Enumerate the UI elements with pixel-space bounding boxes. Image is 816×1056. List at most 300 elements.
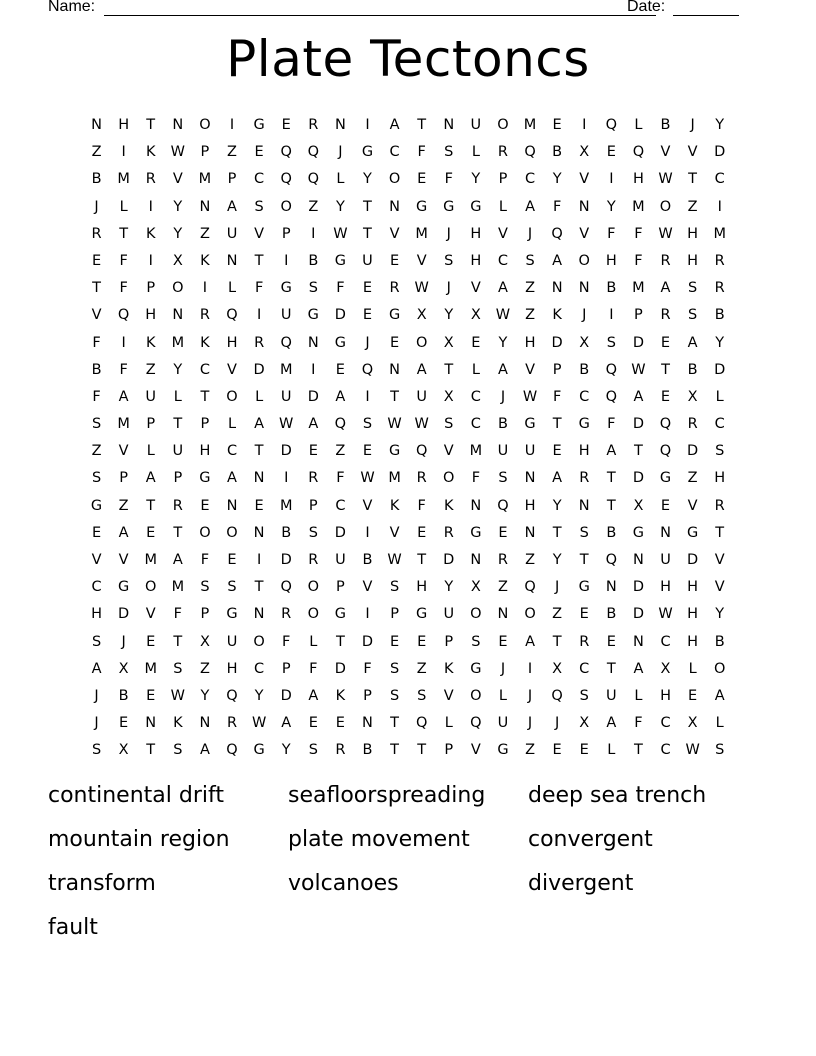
grid-cell[interactable]: E [308,443,318,460]
grid-cell[interactable]: T [92,280,101,297]
grid-cell[interactable]: Y [363,171,372,188]
grid-cell[interactable]: W [414,280,429,297]
grid-cell[interactable]: M [144,552,157,568]
grid-cell[interactable]: Q [632,144,645,161]
grid-cell[interactable]: O [497,117,509,133]
grid-cell[interactable]: N [199,715,211,732]
grid-cell[interactable]: B [362,552,373,568]
grid-cell[interactable]: F [282,633,291,650]
grid-cell[interactable]: W [685,742,700,759]
grid-cell[interactable]: Q [280,334,292,351]
grid-cell[interactable]: E [660,334,671,351]
grid-cell[interactable]: R [254,334,265,351]
grid-cell[interactable]: Y [173,198,183,215]
grid-cell[interactable]: T [633,742,643,759]
grid-cell[interactable]: T [173,416,183,433]
grid-cell[interactable]: G [361,144,374,161]
grid-cell[interactable]: P [444,633,454,650]
grid-cell[interactable]: A [389,117,400,133]
grid-cell[interactable]: V [470,280,481,297]
grid-cell[interactable]: T [633,443,643,460]
grid-cell[interactable]: U [524,443,536,460]
grid-cell[interactable]: X [416,307,427,324]
grid-cell[interactable]: L [173,388,182,405]
grid-cell[interactable]: A [281,715,292,732]
grid-cell[interactable]: L [607,742,616,759]
grid-cell[interactable]: R [497,552,508,568]
grid-cell[interactable]: P [552,361,562,378]
grid-cell[interactable]: I [148,198,153,215]
grid-cell[interactable]: O [226,524,238,541]
grid-cell[interactable]: X [470,579,481,596]
grid-cell[interactable]: P [146,280,156,297]
grid-cell[interactable]: E [362,280,373,297]
grid-cell[interactable]: B [579,361,590,378]
grid-cell[interactable]: F [607,225,616,242]
grid-cell[interactable]: D [714,144,726,161]
grid-cell[interactable]: S [389,687,400,704]
grid-cell[interactable]: E [254,144,264,161]
grid-cell[interactable]: A [660,280,671,297]
grid-cell[interactable]: O [307,606,319,623]
grid-cell[interactable]: V [687,497,698,514]
grid-cell[interactable]: X [118,742,129,759]
grid-cell[interactable]: V [389,225,400,242]
grid-cell[interactable]: I [148,252,153,269]
grid-cell[interactable]: O [253,633,265,650]
grid-cell[interactable]: A [308,687,319,704]
grid-cell[interactable]: S [91,633,102,650]
grid-cell[interactable]: F [634,715,643,732]
grid-cell[interactable]: S [688,307,698,324]
grid-cell[interactable]: S [444,144,454,161]
grid-cell[interactable]: O [280,198,292,215]
grid-cell[interactable]: E [552,742,562,759]
grid-cell[interactable]: V [145,606,156,623]
grid-cell[interactable]: N [632,552,644,568]
grid-cell[interactable]: M [713,225,726,242]
grid-cell[interactable]: E [660,388,671,405]
grid-cell[interactable]: H [660,687,671,704]
grid-cell[interactable]: R [281,606,292,623]
grid-cell[interactable]: F [336,470,345,487]
grid-cell[interactable]: H [524,497,536,514]
grid-cell[interactable]: M [279,497,293,514]
grid-cell[interactable]: Z [687,470,698,487]
grid-cell[interactable]: W [170,144,185,161]
grid-cell[interactable]: H [632,171,644,188]
grid-cell[interactable]: W [251,715,267,732]
grid-cell[interactable]: H [226,660,238,677]
grid-cell[interactable]: X [118,660,129,677]
grid-cell[interactable]: J [555,715,560,732]
grid-cell[interactable]: E [362,443,373,460]
grid-cell[interactable]: L [634,117,643,133]
grid-cell[interactable]: P [336,579,345,596]
grid-cell[interactable]: G [524,416,536,433]
grid-cell[interactable]: U [362,252,373,269]
grid-cell[interactable]: Q [659,443,672,460]
grid-cell[interactable]: P [308,497,318,514]
grid-cell[interactable]: P [227,171,237,188]
grid-cell[interactable]: W [658,171,673,188]
grid-cell[interactable]: C [389,144,400,161]
grid-cell[interactable]: V [443,443,454,460]
grid-cell[interactable]: L [146,443,155,460]
grid-cell[interactable]: Z [308,198,319,215]
grid-cell[interactable]: N [253,470,265,487]
grid-cell[interactable]: V [579,171,590,188]
grid-cell[interactable]: Q [334,416,347,433]
grid-cell[interactable]: S [227,579,237,596]
grid-cell[interactable]: L [634,687,643,704]
grid-cell[interactable]: S [389,660,400,677]
grid-cell[interactable]: S [254,198,264,215]
grid-cell[interactable]: I [256,552,262,568]
grid-cell[interactable]: Q [415,715,428,732]
grid-cell[interactable]: V [497,225,508,242]
grid-cell[interactable]: Z [145,361,156,378]
grid-cell[interactable]: F [119,361,128,378]
grid-cell[interactable]: M [469,443,483,460]
grid-cell[interactable]: T [606,660,616,677]
grid-cell[interactable]: Q [361,361,374,378]
grid-cell[interactable]: D [307,388,319,405]
grid-cell[interactable]: B [606,606,617,623]
grid-cell[interactable]: O [524,606,536,623]
grid-cell[interactable]: L [715,715,724,732]
grid-cell[interactable]: B [308,252,319,269]
grid-cell[interactable]: P [146,416,156,433]
grid-cell[interactable]: P [173,470,183,487]
grid-cell[interactable]: N [578,497,590,514]
grid-cell[interactable]: I [256,307,262,324]
grid-cell[interactable]: U [226,633,238,650]
grid-cell[interactable]: C [579,660,590,677]
grid-cell[interactable]: E [579,606,589,623]
grid-cell[interactable]: Z [525,280,536,297]
grid-cell[interactable]: O [659,198,672,215]
grid-cell[interactable]: V [714,552,725,568]
grid-cell[interactable]: I [717,198,722,215]
grid-cell[interactable]: F [119,280,128,297]
grid-cell[interactable]: R [416,470,427,487]
grid-cell[interactable]: C [714,171,725,188]
grid-cell[interactable]: S [715,742,725,759]
grid-cell[interactable]: Y [606,198,616,215]
grid-cell[interactable]: H [714,470,726,487]
grid-cell[interactable]: K [200,252,210,269]
grid-cell[interactable]: J [500,660,506,677]
grid-cell[interactable]: B [687,361,698,378]
grid-cell[interactable]: E [146,633,156,650]
grid-cell[interactable]: L [688,660,697,677]
grid-cell[interactable]: N [497,606,509,623]
grid-cell[interactable]: E [91,524,102,541]
grid-cell[interactable]: I [311,361,316,378]
grid-cell[interactable]: Q [307,171,319,188]
grid-cell[interactable]: X [579,715,590,732]
grid-cell[interactable]: T [444,361,454,378]
grid-cell[interactable]: H [687,252,699,269]
grid-cell[interactable]: O [145,579,157,596]
grid-cell[interactable]: J [446,225,451,242]
grid-cell[interactable]: R [226,715,238,732]
grid-cell[interactable]: E [688,687,698,704]
grid-cell[interactable]: R [199,307,210,324]
grid-cell[interactable]: D [632,416,644,433]
grid-cell[interactable]: M [144,660,157,677]
grid-cell[interactable]: Q [605,361,618,378]
grid-cell[interactable]: V [118,552,129,568]
grid-cell[interactable]: T [606,497,616,514]
grid-cell[interactable]: W [658,606,673,623]
grid-cell[interactable]: Q [524,579,536,596]
grid-cell[interactable]: J [527,225,533,242]
grid-cell[interactable]: L [471,144,480,161]
grid-cell[interactable]: L [498,687,507,704]
grid-cell[interactable]: V [416,252,427,269]
grid-cell[interactable]: Y [173,361,183,378]
grid-cell[interactable]: N [578,198,590,215]
grid-cell[interactable]: V [660,144,671,161]
grid-cell[interactable]: Q [280,171,292,188]
grid-cell[interactable]: U [226,225,238,242]
grid-cell[interactable]: O [713,660,726,677]
grid-cell[interactable]: F [119,252,128,269]
grid-cell[interactable]: N [551,280,563,297]
grid-cell[interactable]: S [362,416,373,433]
grid-cell[interactable]: Y [552,171,562,188]
grid-cell[interactable]: L [444,715,453,732]
grid-cell[interactable]: W [279,416,294,433]
grid-cell[interactable]: E [417,524,427,541]
grid-cell[interactable]: F [552,388,562,405]
grid-cell[interactable]: F [363,660,372,677]
grid-cell[interactable]: R [660,307,671,324]
grid-cell[interactable]: L [715,388,724,405]
grid-cell[interactable]: I [229,117,235,133]
grid-cell[interactable]: J [446,280,451,297]
grid-cell[interactable]: X [552,660,563,677]
grid-cell[interactable]: F [444,171,453,188]
grid-cell[interactable]: G [253,117,265,133]
grid-cell[interactable]: E [308,715,318,732]
grid-cell[interactable]: C [470,416,481,433]
grid-cell[interactable]: O [388,171,401,188]
grid-cell[interactable]: Y [281,742,291,759]
grid-cell[interactable]: A [145,470,156,487]
grid-cell[interactable]: T [390,715,399,732]
grid-cell[interactable]: Z [199,225,210,242]
grid-cell[interactable]: I [365,524,370,541]
grid-cell[interactable]: K [145,334,156,351]
grid-cell[interactable]: P [200,606,210,623]
grid-cell[interactable]: V [172,171,183,188]
grid-cell[interactable]: A [416,361,427,378]
grid-cell[interactable]: G [659,470,672,487]
grid-cell[interactable]: E [281,117,291,133]
grid-cell[interactable]: X [172,252,183,269]
grid-cell[interactable]: A [227,470,237,487]
grid-cell[interactable]: U [172,443,184,460]
grid-cell[interactable]: E [579,742,589,759]
grid-cell[interactable]: G [334,606,347,623]
grid-cell[interactable]: W [658,225,673,242]
grid-cell[interactable]: T [254,252,264,269]
grid-cell[interactable]: N [307,334,319,351]
grid-cell[interactable]: N [660,524,671,541]
grid-cell[interactable]: M [523,117,537,133]
grid-cell[interactable]: V [362,579,373,596]
grid-cell[interactable]: I [121,144,126,161]
grid-cell[interactable]: M [415,225,428,242]
grid-cell[interactable]: L [309,633,318,650]
grid-cell[interactable]: P [444,742,454,759]
grid-cell[interactable]: W [414,416,429,433]
grid-cell[interactable]: V [362,497,373,514]
grid-cell[interactable]: B [91,171,102,188]
grid-cell[interactable]: R [714,252,725,269]
grid-cell[interactable]: H [91,606,102,623]
grid-cell[interactable]: Y [200,687,210,704]
grid-cell[interactable]: E [119,715,129,732]
grid-cell[interactable]: J [582,307,587,324]
grid-cell[interactable]: G [443,198,455,215]
grid-cell[interactable]: D [334,307,346,324]
grid-cell[interactable]: S [308,280,318,297]
grid-cell[interactable]: S [525,252,535,269]
grid-cell[interactable]: U [416,388,427,405]
grid-cell[interactable]: J [121,633,126,650]
grid-cell[interactable]: D [632,606,644,623]
grid-cell[interactable]: N [605,579,617,596]
grid-cell[interactable]: E [552,443,562,460]
grid-cell[interactable]: D [280,552,292,568]
grid-cell[interactable]: V [91,552,102,568]
grid-cell[interactable]: K [145,225,156,242]
grid-cell[interactable]: G [416,606,428,623]
grid-cell[interactable]: D [361,633,374,650]
grid-cell[interactable]: O [307,579,319,596]
grid-cell[interactable]: G [334,252,347,269]
grid-cell[interactable]: V [714,579,725,596]
grid-cell[interactable]: A [254,416,265,433]
grid-cell[interactable]: E [417,633,427,650]
grid-cell[interactable]: Q [605,117,618,133]
grid-cell[interactable]: M [632,280,645,297]
grid-cell[interactable]: V [227,361,237,378]
grid-cell[interactable]: C [579,388,590,405]
grid-cell[interactable]: Z [525,742,536,759]
grid-cell[interactable]: X [443,334,454,351]
grid-cell[interactable]: Q [551,225,563,242]
grid-cell[interactable]: Y [335,198,345,215]
grid-cell[interactable]: B [714,307,725,324]
grid-cell[interactable]: A [497,280,508,297]
grid-cell[interactable]: E [498,524,508,541]
grid-cell[interactable]: O [578,252,590,269]
grid-cell[interactable]: Y [552,552,562,568]
grid-cell[interactable]: H [687,225,699,242]
grid-cell[interactable]: O [199,524,211,541]
grid-cell[interactable]: F [634,225,643,242]
grid-cell[interactable]: T [552,524,562,541]
grid-cell[interactable]: E [362,307,373,324]
grid-cell[interactable]: V [254,225,265,242]
grid-cell[interactable]: S [498,470,508,487]
grid-cell[interactable]: O [226,388,238,405]
grid-cell[interactable]: A [118,388,129,405]
grid-cell[interactable]: Y [498,334,508,351]
grid-cell[interactable]: Q [659,416,672,433]
grid-cell[interactable]: J [527,687,533,704]
grid-cell[interactable]: E [91,252,102,269]
grid-cell[interactable]: Z [416,660,427,677]
grid-cell[interactable]: F [200,552,210,568]
grid-cell[interactable]: I [284,252,289,269]
grid-cell[interactable]: N [199,198,211,215]
grid-cell[interactable]: L [227,416,237,433]
grid-cell[interactable]: E [146,687,156,704]
grid-cell[interactable]: B [91,361,102,378]
grid-cell[interactable]: H [199,443,211,460]
grid-cell[interactable]: N [632,633,644,650]
grid-cell[interactable]: F [607,416,616,433]
grid-cell[interactable]: K [173,715,183,732]
grid-cell[interactable]: O [199,117,211,133]
grid-cell[interactable]: D [687,443,699,460]
grid-cell[interactable]: V [118,443,129,460]
grid-cell[interactable]: Z [91,144,102,161]
grid-cell[interactable]: J [94,715,99,732]
grid-cell[interactable]: Y [444,307,454,324]
grid-cell[interactable]: F [336,280,345,297]
grid-cell[interactable]: P [281,660,291,677]
grid-cell[interactable]: X [660,660,671,677]
grid-cell[interactable]: S [200,579,210,596]
grid-cell[interactable]: A [525,198,535,215]
grid-cell[interactable]: M [198,171,212,188]
grid-cell[interactable]: B [497,416,508,433]
grid-cell[interactable]: T [173,524,183,541]
grid-cell[interactable]: N [389,198,400,215]
grid-cell[interactable]: G [280,280,292,297]
grid-cell[interactable]: N [362,715,373,732]
grid-cell[interactable]: S [444,416,454,433]
grid-cell[interactable]: Z [525,552,536,568]
grid-cell[interactable]: S [389,579,400,596]
grid-cell[interactable]: G [226,606,238,623]
grid-cell[interactable]: R [145,171,156,188]
grid-cell[interactable]: O [172,280,184,297]
grid-cell[interactable]: D [280,687,292,704]
grid-cell[interactable]: T [390,388,399,405]
grid-cell[interactable]: R [91,225,102,242]
grid-cell[interactable]: Q [470,715,482,732]
grid-cell[interactable]: N [253,524,265,541]
grid-cell[interactable]: M [279,361,293,378]
grid-cell[interactable]: J [500,388,506,405]
grid-cell[interactable]: A [227,198,237,215]
grid-cell[interactable]: M [388,470,401,487]
grid-cell[interactable]: N [578,280,590,297]
grid-cell[interactable]: P [363,687,372,704]
grid-cell[interactable]: R [308,552,319,568]
grid-cell[interactable]: J [690,117,695,133]
grid-cell[interactable]: Y [552,497,562,514]
grid-cell[interactable]: S [579,524,589,541]
